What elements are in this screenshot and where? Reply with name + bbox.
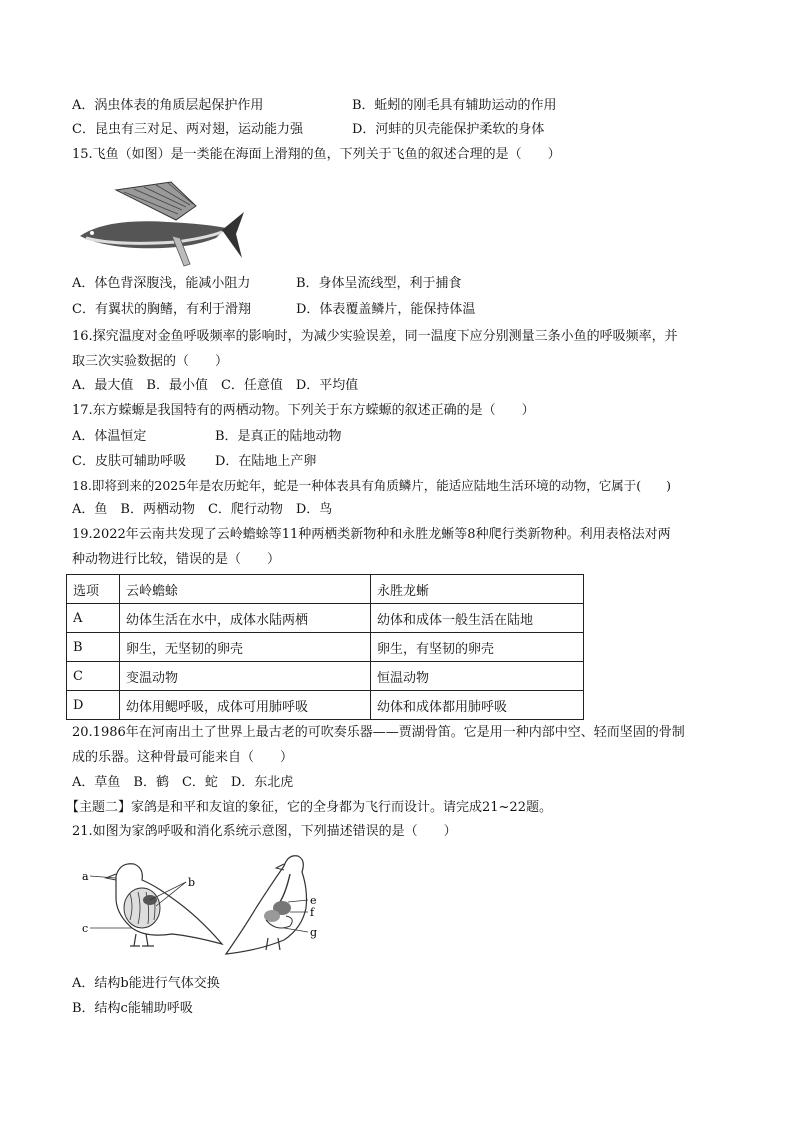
table-cell: 幼体生活在水中，成体水陆两栖 [120, 604, 371, 633]
q18-stem: 18.即将到来的2025年是农历蛇年，蛇是一种体表具有角质鳞片，能适应陆地生活环境的动物，它属于( ) [72, 478, 671, 493]
pigeon-system-figure [76, 846, 336, 956]
q20-options: A．草鱼 B．鹤 C．蛇 D．东北虎 [72, 775, 294, 790]
table-cell: 幼体用鳃呼吸，成体可用肺呼吸 [120, 691, 371, 720]
q14-option-d: D．河蚌的贝壳能保护柔软的身体 [352, 122, 545, 137]
q17-option-b: B．是真正的陆地动物 [215, 429, 342, 444]
table-cell: 幼体和成体一般生活在陆地 [371, 604, 584, 633]
table-cell: 变温动物 [120, 662, 371, 691]
table-row [67, 604, 584, 633]
table-header-cell: 选项 [67, 575, 120, 604]
table-cell: C [67, 662, 120, 691]
q19-stem-line2: 种动物进行比较，错误的是（ ） [72, 552, 281, 567]
q15-option-a: A．体色背深腹浅，能减小阻力 [72, 276, 251, 291]
q16-stem-line2: 取三次实验数据的（ ） [72, 354, 229, 369]
q15-option-d: D．体表覆盖鳞片，能保持体温 [296, 302, 476, 317]
label-c: c [82, 922, 89, 935]
table-header-row [67, 575, 584, 604]
q16-options: A．最大值 B．最小值 C．任意值 D．平均值 [72, 378, 359, 393]
q21-option-a: A．结构b能进行气体交换 [72, 976, 220, 991]
q14-option-b: B．蚯蚓的刚毛具有辅助运动的作用 [352, 98, 557, 113]
q15-option-b: B．身体呈流线型，利于捕食 [296, 276, 462, 291]
table-row [67, 691, 584, 720]
q14-option-a: A．涡虫体表的角质层起保护作用 [72, 98, 264, 113]
label-g: g [310, 926, 318, 939]
q20-stem-line1: 20.1986年在河南出土了世界上最古老的可吹奏乐器——贾湖骨笛。它是用一种内部中空、轻而坚固的骨制 [72, 725, 685, 740]
q19-stem-line1: 19.2022年云南共发现了云岭蟾蜍等11种两栖类新物种和永胜龙蜥等8种爬行类新物种。利用表格法对两 [72, 527, 671, 542]
q17-stem: 17.东方蝾螈是我国特有的两栖动物。下列关于东方蝾螈的叙述正确的是（ ） [72, 403, 535, 418]
q17-option-c: C．皮肤可辅助呼吸 [72, 454, 186, 469]
q18-options: A．鱼 B．两栖动物 C．爬行动物 D．鸟 [72, 502, 333, 517]
label-a: a [82, 870, 89, 883]
table-cell: 幼体和成体都用肺呼吸 [371, 691, 584, 720]
label-b: b [188, 876, 196, 889]
q15-stem: 15.飞鱼（如图）是一类能在海面上滑翔的鱼，下列关于飞鱼的叙述合理的是（ ） [72, 147, 561, 162]
table-header-cell: 永胜龙蜥 [371, 575, 584, 604]
label-e: e [310, 894, 317, 907]
q16-stem-line1: 16.探究温度对金鱼呼吸频率的影响时，为减少实验误差，同一温度下应分别测量三条小鱼的呼吸频率，并 [72, 329, 678, 344]
table-cell: B [67, 633, 120, 662]
q17-option-d: D．在陆地上产卵 [215, 454, 317, 469]
flying-fish-figure [76, 176, 246, 270]
table-cell: 卵生，有坚韧的卵壳 [371, 633, 584, 662]
table-row [67, 633, 584, 662]
q19-comparison-table [66, 574, 584, 720]
table-cell: 卵生，无坚韧的卵壳 [120, 633, 371, 662]
table-cell: A [67, 604, 120, 633]
q15-option-c: C．有翼状的胸鳍，有利于滑翔 [72, 302, 251, 317]
q17-option-a: A．体温恒定 [72, 429, 147, 444]
label-f: f [310, 906, 315, 919]
table-cell: 恒温动物 [371, 662, 584, 691]
table-row [67, 662, 584, 691]
q20-stem-line2: 成的乐器。这种骨最可能来自（ ） [72, 750, 294, 765]
table-header-cell: 云岭蟾蜍 [120, 575, 371, 604]
q21-option-b: B．结构c能辅助呼吸 [72, 1001, 193, 1016]
q21-stem: 21.如图为家鸽呼吸和消化系统示意图，下列描述错误的是（ ） [72, 824, 457, 839]
table-cell: D [67, 691, 120, 720]
theme2-heading: 【主题二】家鸽是和平和友谊的象征，它的全身都为飞行而设计。请完成21~22题。 [66, 800, 552, 815]
q14-option-c: C．昆虫有三对足、两对翅，运动能力强 [72, 122, 303, 137]
